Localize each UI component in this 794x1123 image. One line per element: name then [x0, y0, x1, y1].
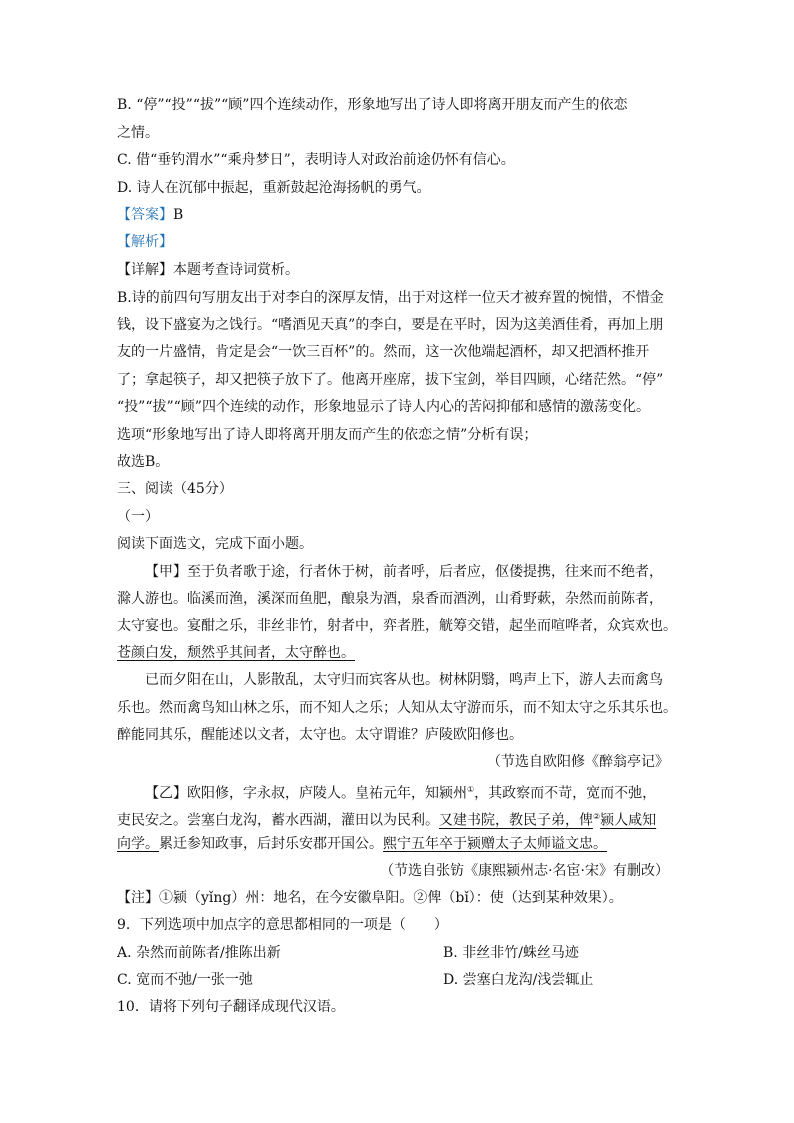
analysis-tag: 【解析】 [117, 234, 173, 250]
passage-yi-text: ，其政察而不苛，宽而不弛， [474, 785, 657, 802]
passage-jia-tag: 【甲】 [145, 564, 187, 580]
answer-line [117, 205, 183, 225]
footnote-marker: ① [467, 785, 475, 794]
passage-jia-line: 太守宴也。宴酣之乐，非丝非竹，射者中，弈者胜，觥筹交错，起坐而喧哗者，众宾欢也。 [117, 618, 677, 634]
passage-jia-line: 乐也。然而禽鸟知山林之乐，而不知人之乐；人知从太守游而乐，而不知太守之乐其乐也。 [117, 700, 677, 716]
passage-jia-source: （节选自欧阳修《醉翁亭记》 [487, 754, 669, 770]
explanation-line: 选项“形象地写出了诗人即将离开朋友而产生的依恋之情”分析有误； [117, 427, 538, 443]
passage-yi-underlined: 又建书院，教民子弟，俾 [439, 812, 593, 829]
question-9-option-b: B. 非丝非竹/蛛丝马迹 [443, 945, 579, 961]
passage-yi-text: 欧阳修，字永叔，庐陵人。皇祐元年，知颍州 [187, 785, 467, 802]
question-9-row [117, 943, 677, 963]
passage-yi-source: （节选自张钫《康熙颍州志·名宦·宋》有删改） [380, 863, 669, 879]
passage-yi-tag: 【乙】 [145, 785, 187, 802]
option-d: D. 诗人在沉郁中振起，重新鼓起沧海扬帆的勇气。 [117, 180, 431, 196]
annotation-note: 【注】①颍（yǐng）州：地名，在今安徽阜阳。②俾（bǐ）：使（达到某种效果）。 [117, 890, 623, 906]
explanation-line: 友的一片盛情，肯定是会“一饮三百杯”的。然而，这一次他端起酒杯，却又把酒杯推开 [117, 344, 650, 360]
explanation-line: 故选B。 [117, 454, 170, 470]
question-9-option-d: D. 尝塞白龙沟/浅尝辄止 [443, 972, 594, 988]
passage-yi-text: 累迁参知政事，后封乐安郡开国公。 [159, 836, 383, 852]
explanation-line: 钱，设下盛宴为之饯行。“嗜酒见天真”的李白，要是在平时，因为这美酒佳肴，再加上朋 [117, 317, 664, 333]
passage-jia-line: 醉能同其乐，醒能述以文者，太守也。太守谓谁？庐陵欧阳修也。 [117, 727, 523, 743]
passage-yi-underlined: 熙宁五年卒于颍赠太子太师谥文忠。 [383, 836, 607, 852]
explanation-line: B.诗的前四句写朋友出于对李白的深厚友情，出于对这样一位天才被弃置的惋惜，不惜金 [117, 290, 664, 306]
explanation-line: “投”“拔”“顾”四个连续的动作，形象地显示了诗人内心的苦闷抑郁和感情的激荡变化。 [117, 399, 650, 415]
passage-jia-line: 滁人游也。临溪而渔，溪深而鱼肥，酿泉为酒，泉香而酒洌，山肴野蔌，杂然而前陈者， [117, 591, 663, 607]
passage-jia-underlined: 苍颜白发，颓然乎其间者，太守醉也。 [117, 645, 355, 661]
question-9-row [117, 970, 677, 990]
detail-tag: 【详解】 [117, 262, 173, 278]
footnote-marker: ② [593, 812, 601, 821]
passage-yi-line [117, 834, 607, 854]
option-b-line2: 之情。 [117, 125, 159, 141]
explanation-line: 了；拿起筷子，却又把筷子放下了。他离开座席，拔下宝剑，举目四顾，心绪茫然。“停” [117, 372, 664, 388]
section-subheading: （一） [117, 509, 159, 525]
passage-yi-line [117, 807, 656, 831]
section-heading: 三、阅读（45分） [117, 481, 233, 497]
question-9-option-a: A. 杂然而前陈者/推陈出新 [117, 945, 281, 961]
detail-text: 本题考查诗词赏析。 [173, 262, 299, 278]
answer-value: B [173, 207, 184, 223]
reading-instruction: 阅读下面选文，完成下面小题。 [117, 536, 313, 552]
detail-line [117, 260, 299, 280]
passage-yi-line [145, 780, 656, 804]
option-b-line1: B. “停”“投”“拔”“顾”四个连续动作，形象地写出了诗人即将离开朋友而产生的依恋 [117, 97, 628, 113]
answer-tag: 【答案】 [117, 207, 173, 223]
passage-yi-underlined: 向学。 [117, 836, 159, 852]
passage-yi-text: 吏民安之。尝塞白龙沟，蓄水西湖，灌田以为民利。 [117, 812, 439, 829]
question-9-stem: 9．下列选项中加点字的意思都相同的一项是（ ） [117, 917, 448, 933]
option-c: C. 借“垂钓渭水”“乘舟梦日”，表明诗人对政治前途仍怀有信心。 [117, 152, 515, 168]
question-10-stem: 10．请将下列句子翻译成现代汉语。 [117, 999, 345, 1015]
passage-jia-text: 至于负者歌于途，行者休于树，前者呼，后者应，伛偻提携，往来而不绝者， [187, 564, 663, 580]
passage-jia-line [145, 562, 663, 582]
question-9-option-c: C. 宽而不弛/一张一弛 [117, 972, 253, 988]
passage-jia-line: 已而夕阳在山，人影散乱，太守归而宾客从也。树林阴翳，鸣声上下，游人去而禽鸟 [145, 672, 663, 688]
passage-yi-underlined: 颍人咸知 [600, 812, 657, 829]
